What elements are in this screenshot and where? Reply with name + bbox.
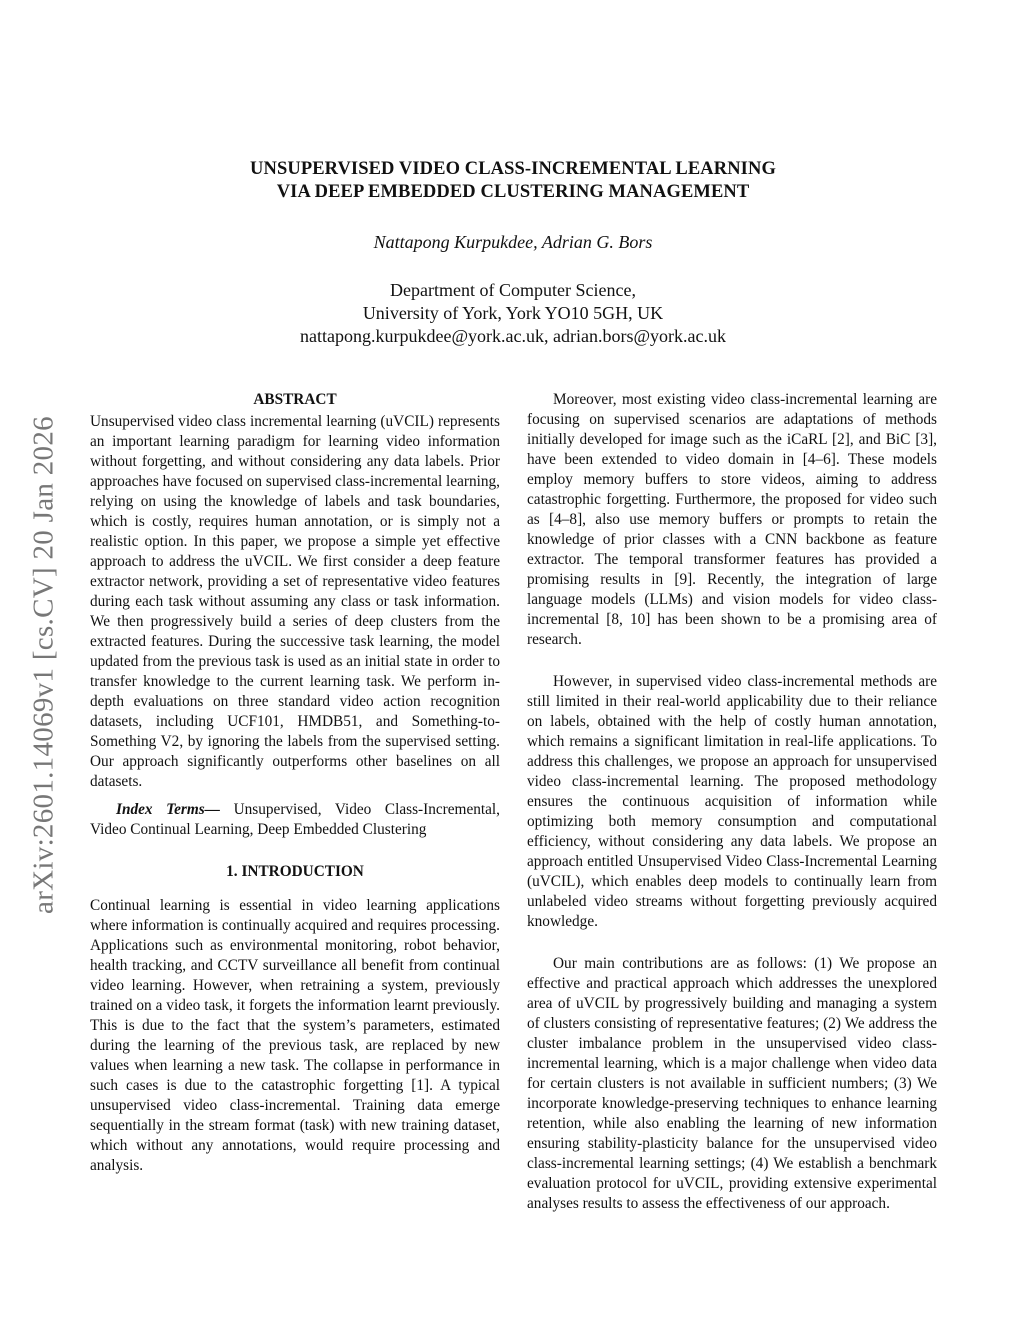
index-terms-label: Index Terms— bbox=[116, 801, 220, 818]
arxiv-identifier-text: arXiv:2601.14069v1 [cs.CV] 20 Jan 2026 bbox=[27, 416, 60, 914]
affiliation-emails: nattapong.kurpukdee@york.ac.uk, adrian.bors@york.ac.uk bbox=[299, 326, 727, 346]
paper-title-line-2: VIA DEEP EMBEDDED CLUSTERING MANAGEMENT bbox=[276, 182, 750, 202]
paper-title bbox=[140, 158, 886, 204]
abstract-text: Unsupervised video class incremental learning (uVCIL) represents an important learning paradigm for learning video information without forgetting, and without considering any data labels. Prior approaches have focused on supervised class-incremental learning, relying on using the knowledge of labels and task boundaries, which is costly, requires human annotation, or is simply not a realistic option. In this paper, we propose a simple yet effective approach to address the uVCIL. We first consider a deep feature extractor network, providing a set of representative video features during each task without assuming any class or task information. We then progressively build a series of deep clusters from the extracted features. During the successive task learning, the model updated from the previous task is used as an initial state in order to transfer knowledge to the current learning task. We perform in-depth evaluations on three standard video action recognition datasets, including UCF101, HMDB51, and Something-to-Something V2, by ignoring the labels from the supervised setting. Our approach significantly outperforms other baselines on all datasets. bbox=[90, 413, 500, 790]
intro-paragraph-2: Moreover, most existing video class-incremental learning are focusing on supervised scenarios are adaptations of methods initially developed for image such as the iCaRL [2], and BiC [3], have been extended to video domain in [4–6]. These models employ memory buffers to store videos, aiming to address catastrophic forgetting. Furthermore, the proposed for video such as [4–8], also use memory buffers or prompts to retain the knowledge of prior classes with a CNN backbone as feature extractor. The temporal transformer features has provided a promising results in [9]. Recently, the integration of large language models (LLMs) and vision models for video class-incremental [8, 10] has been shown to be a promising area of research. bbox=[527, 391, 937, 648]
index-terms bbox=[90, 800, 500, 840]
affiliation-department: Department of Computer Science, bbox=[390, 280, 636, 300]
right-column bbox=[527, 390, 937, 1214]
intro-paragraph-4: Our main contributions are as follows: (1) We propose an effective and practical approach which addresses the unexplored area of uVCIL by progressively building and managing a system of clusters consisting of representative features; (2) We address the cluster imbalance problem in the unsupervised video class-incremental learning, which is a major challenge when video data for certain clusters is not available in sufficient numbers; (3) We incorporate knowledge-preserving techniques to enhance learning retention, while also enabling the learning of new information ensuring stability-plasticity balance for the unsupervised video class-incremental learning settings; (4) We establish a benchmark evaluation protocol for uVCIL, providing extensive experimental analyses results to assess the effectiveness of our approach. bbox=[527, 955, 937, 1212]
paper-title-line-1: UNSUPERVISED VIDEO CLASS-INCREMENTAL LEARNING bbox=[250, 159, 776, 179]
intro-paragraph-3: However, in supervised video class-incremental methods are still limited in their real-world applicability due to their reliance on labels, obtained with the help of costly human annotation, which remains a significant limitation in real-life applications. To address this challenges, we propose an approach for unsupervised video class-incremental learning. The proposed methodology ensures the continuous acquisition of information while optimizing both memory consumption and computational efficiency, without considering any data labels. We propose an approach entitled Unsupervised Video Class-Incremental Learning (uVCIL), which enables deep models to continually learn from unlabeled video streams without forgetting previously acquired knowledge. bbox=[527, 673, 937, 930]
abstract-heading: ABSTRACT bbox=[253, 391, 337, 408]
affiliation-university: University of York, York YO10 5GH, UK bbox=[362, 303, 664, 323]
left-column bbox=[90, 390, 500, 1176]
intro-paragraph-1: Continual learning is essential in video learning applications where information is continually acquired and requires processing. Applications such as environmental monitoring, robot behavior, health tracking, and CCTV surveillance all benefit from continual video learning. However, when retraining a system, previously trained on a video task, it forgets the information learnt previously. This is due to the fact that the system’s parameters, estimated during the learning of the previous task, are replaced by new values when learning a new task. The collapse in performance in such cases is due to the catastrophic forgetting [1]. A typical unsupervised video class-incremental. Training data emerge sequentially in the stream format (task) with new training dataset, which without any annotations, would require processing and analysis. bbox=[90, 897, 500, 1174]
paper-authors: Nattapong Kurpukdee, Adrian G. Bors bbox=[373, 232, 653, 252]
index-terms-text: Unsupervised, Video Class-Incremental, Video Continual Learning, Deep Embedded Clustering bbox=[90, 801, 501, 838]
author-affiliation bbox=[140, 279, 886, 348]
introduction-heading: 1. INTRODUCTION bbox=[226, 863, 364, 880]
